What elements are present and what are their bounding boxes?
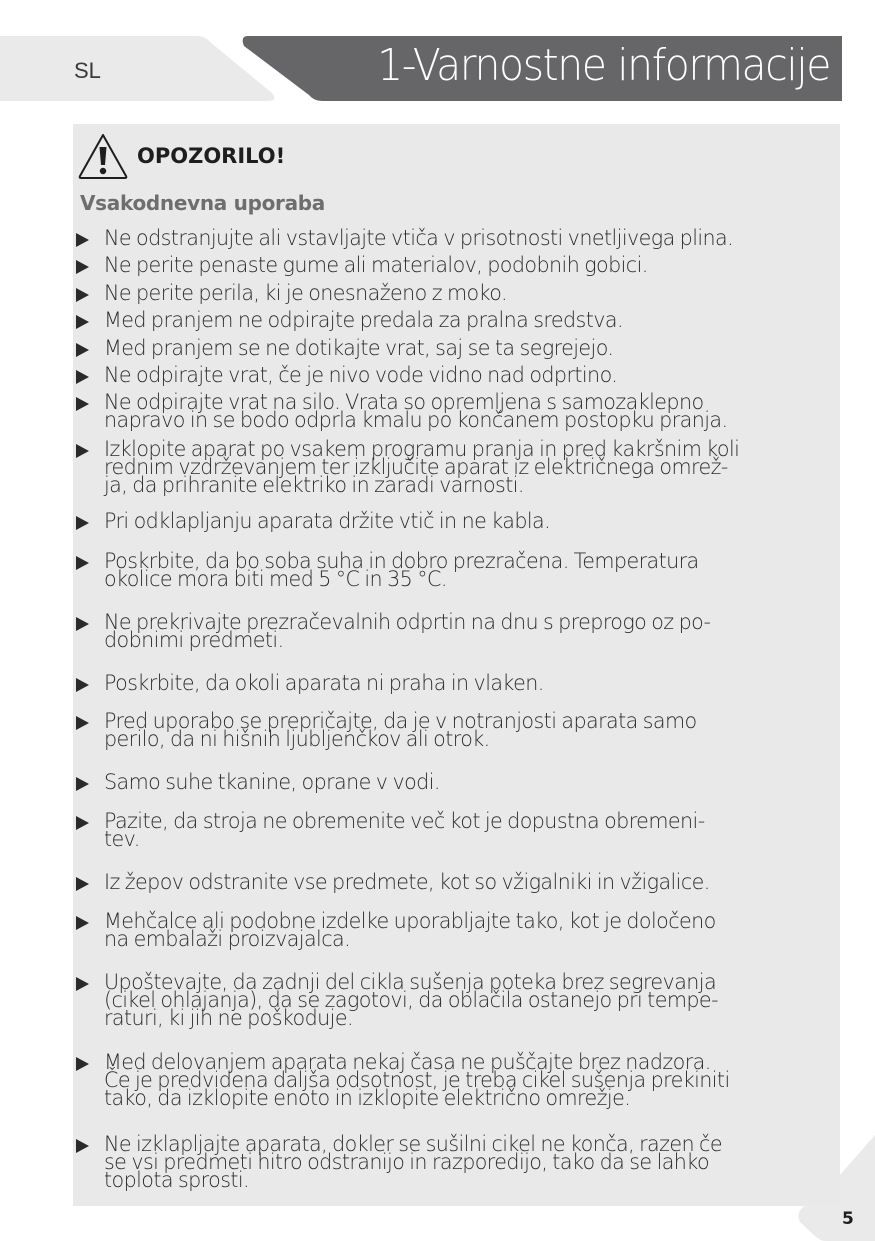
section-heading: Vsakodnevna uporaba bbox=[80, 191, 326, 215]
list-item-text: Poskrbite, da okoli aparata ni praha in vlaken. bbox=[104, 671, 544, 695]
language-tab-shape bbox=[0, 36, 274, 101]
warning-header bbox=[77, 131, 285, 181]
list-item-text: Poskrbite, da bo soba suha in dobro prezračena. Temperatura okolice mora biti med 5 °C in 35 °C. bbox=[104, 549, 699, 591]
list-item-text: Ne perite perila, ki je onesnaženo z moko. bbox=[104, 281, 507, 305]
list-item-text: Izklopite aparat po vsakem programu pranja in pred kakršnim koli rednim vzdrževanjem ter izključite aparat iz električnega omrež- ja, da prihranite elektriko in zaradi varnosti. bbox=[104, 437, 740, 497]
bullet-triangle-icon bbox=[76, 288, 89, 302]
bullet-triangle-icon bbox=[76, 916, 89, 930]
bullet-triangle-icon bbox=[76, 977, 89, 991]
bullet-triangle-icon bbox=[76, 777, 89, 791]
list-item-text: Mehčalce ali podobne izdelke uporabljajte tako, kot je določeno na embalaži proizvajalca. bbox=[104, 909, 716, 951]
list-item-text: Ne odpirajte vrat, če je nivo vode vidno nad odprtino. bbox=[104, 363, 618, 387]
bullet-triangle-icon bbox=[76, 877, 89, 891]
list-item-text: Ne odstranjujte ali vstavljajte vtiča v prisotnosti vnetljivega plina. bbox=[104, 226, 734, 250]
section-title: 1-Varnostne informacije bbox=[377, 40, 830, 91]
list-item-text: Med delovanjem aparata nekaj časa ne puščajte brez nadzora. Če je predvidena daljša odsotnost, je treba cikel sušenja prekiniti tako, da izklopite enoto in izklopite električno omrežje. bbox=[104, 1050, 730, 1110]
bullet-triangle-icon bbox=[76, 315, 89, 329]
bullet-triangle-icon bbox=[76, 233, 89, 247]
bullet-triangle-icon bbox=[76, 816, 89, 830]
list-item-text: Samo suhe tkanine, oprane v vodi. bbox=[104, 770, 440, 794]
list-item-text: Ne perite penaste gume ali materialov, podobnih gobici. bbox=[104, 253, 648, 277]
page-number: 5 bbox=[842, 1209, 854, 1229]
warning-label: OPOZORILO! bbox=[137, 144, 286, 168]
language-code: SL bbox=[74, 58, 101, 83]
warning-triangle-icon bbox=[77, 132, 129, 180]
list-item-text: Med pranjem ne odpirajte predala za pralna sredstva. bbox=[104, 308, 623, 332]
list-item-text: Iz žepov odstranite vse predmete, kot so vžigalniki in vžigalice. bbox=[104, 870, 710, 894]
bullet-triangle-icon bbox=[76, 343, 89, 357]
list-item-text: Pazite, da stroja ne obremenite več kot je dopustna obremeni- tev. bbox=[104, 809, 705, 851]
list-item-text: Ne odpirajte vrat na silo. Vrata so opremljena s samozaklepno napravo in se bodo odprla kmalu po končanem postopku pranja. bbox=[104, 390, 728, 432]
bullet-triangle-icon bbox=[76, 370, 89, 384]
bullet-triangle-icon bbox=[76, 260, 89, 274]
bullet-triangle-icon bbox=[76, 556, 89, 570]
bullet-triangle-icon bbox=[76, 678, 89, 692]
list-item-text: Med pranjem se ne dotikajte vrat, saj se ta segrejejo. bbox=[104, 336, 614, 360]
list-item-text: Ne prekrivajte prezračevalnih odprtin na dnu s preprogo oz po- dobnimi predmeti. bbox=[104, 610, 711, 652]
list-item-text: Pred uporabo se prepričajte, da je v notranjosti aparata samo perilo, da ni hišnih ljubljenčkov ali otrok. bbox=[104, 709, 697, 751]
bullet-triangle-icon bbox=[76, 1057, 89, 1071]
list-item-text: Ne izklapljajte aparata, dokler se sušilni cikel ne konča, razen če se vsi predmeti hitro odstranijo in razporedijo, tako da se lahko toplota sprosti. bbox=[104, 1132, 722, 1192]
bullet-triangle-icon bbox=[76, 716, 89, 730]
bullet-triangle-icon bbox=[76, 617, 89, 631]
bullet-triangle-icon bbox=[76, 397, 89, 411]
list-item-text: Upoštevajte, da zadnji del cikla sušenja poteka brez segrevanja (cikel ohlajanja), da se zagotovi, da oblačila ostanejo pri tempe- raturi, ki jih ne poškoduje. bbox=[104, 970, 718, 1030]
bullet-triangle-icon bbox=[76, 516, 89, 530]
bullet-triangle-icon bbox=[76, 1139, 89, 1153]
list-item-text: Pri odklapljanju aparata držite vtič in ne kabla. bbox=[104, 509, 551, 533]
bullet-triangle-icon bbox=[76, 444, 89, 458]
